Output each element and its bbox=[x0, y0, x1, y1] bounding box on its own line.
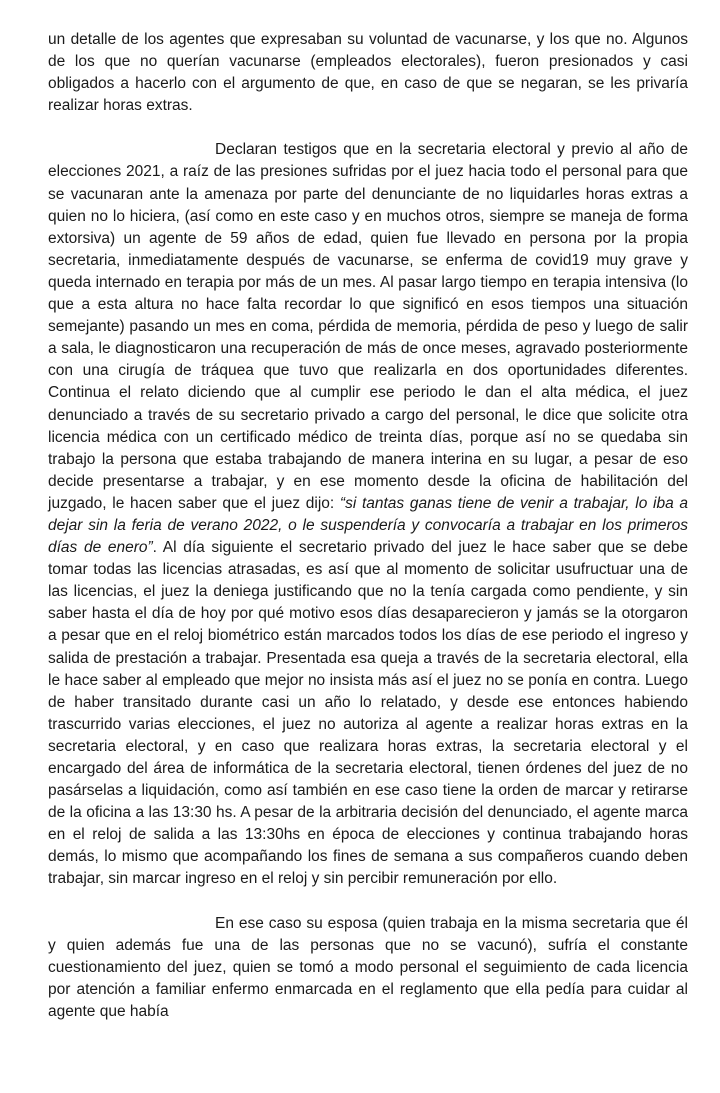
judge-quote: “si tantas ganas tiene de venir a trabajar, lo iba a dejar sin la feria de verano 2022, o le suspendería y convocaría a trabajar en los primeros días de enero” bbox=[48, 494, 688, 557]
paragraph-2-text-start: Declaran testigos que en la secretaria electoral y previo al año de elecciones 2021, a raíz de las presiones sufridas por el juez hacia todo el personal para que se vacunaran ante la amenaza por parte del denunciante de no liquidarles horas extras a quien no lo hiciera, (así como en este caso y en muchos otros, siempre se maneja de forma extorsiva) un agente de 59 años de edad, quien fue llevado en persona por la propia secretaria, inmediatamente después de vacunarse, se enferma de covid19 muy grave y queda internado en terapia por más de un mes. Al pasar largo tiempo en terapia intensiva (lo que a esta altura no hace falta recordar lo que significó en esos tiempos una situación semejante) pasando un mes en coma, pérdida de memoria, pérdida de peso y luego de salir a sala, le diagnosticaron una recuperación de más de once meses, agravado posteriormente con una cirugía de tráquea que tuvo que realizarla en dos oportunidades diferentes. Continua el relato diciendo que al cumplir ese periodo le dan el alta médica, el juez denunciado a través de su secretario privado a cargo del personal, le dice que solicite otra licencia médica con un certificado médico de treinta días, porque así no se quedaba sin trabajo la persona que estaba trabajando de manera interina en su lugar, a pesar de eso decide presentarse a trabajar, y en ese momento desde la oficina de habilitación del juzgado, le hacen saber que el juez dijo: bbox=[48, 141, 688, 512]
paragraph-3: En ese caso su esposa (quien trabaja en la misma secretaria que él y quien además fue una de las personas que no se vacunó), sufría el constante cuestionamiento del juez, quien se tomó a modo personal el seguimiento de cada licencia por atención a familiar enfermo enmarcada en el reglamento que ella pedía para cuidar al agente que había bbox=[48, 914, 688, 1020]
paragraph-2-text-end: . Al día siguiente el secretario privado del juez le hace saber que se debe tomar todas las licencias atrasadas, es así que al momento de solicitar usufructuar una de las licencias, el juez la deniega justificando que no la tenía cargada como pendiente, y sin saber hasta el día de hoy por qué motivo esos días desaparecieron y jamás se la otorgaron a pesar que en el reloj biométrico están marcados todos los días de ese periodo el ingreso y salida de prestación a trabajar. Presentada esa queja a través de la secretaria electoral, ella le hace saber al empleado que mejor no insista más así el juez no se ponía en contra. Luego de haber transitado durante casi un año lo relatado, y desde ese entonces habiendo trascurrido varias elecciones, el juez no autoriza al agente a realizar horas extras en la secretaria electoral, y en caso que realizara horas extras, la secretaria electoral y el encargado del área de informática de la secretaria electoral, tienen órdenes del juez de no pasárselas a liquidación, como así también en ese caso tiene la orden de marcar y retirarse de la oficina a las 13:30 hs. A pesar de la arbitraria decisión del denunciado, el agente marca en el reloj de salida a las 13:30hs en época de elecciones y continua trabajando horas demás, lo mismo que acompañando los fines de semana a sus compañeros cuando deben trabajar, sin marcar ingreso en el reloj y sin percibir remuneración por ello. bbox=[48, 539, 688, 888]
paragraph-2 bbox=[48, 139, 688, 890]
paragraph-1: un detalle de los agentes que expresaban su voluntad de vacunarse, y los que no. Algunos de los que no querían vacunarse (empleados electorales), fueron presionados y casi obligados a hacerlo con el argumento de que, en caso de que se negaran, se les privaría realizar horas extras. bbox=[48, 31, 688, 115]
